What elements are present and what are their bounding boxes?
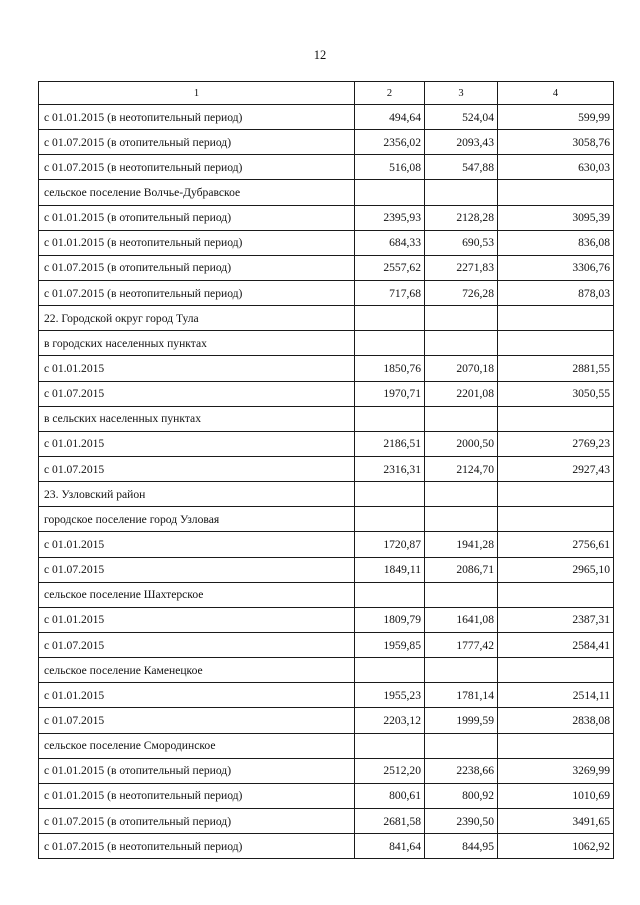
value-cell [355, 406, 425, 431]
value-cell: 2395,93 [355, 205, 425, 230]
value-cell: 2756,61 [498, 532, 614, 557]
value-cell: 2203,12 [355, 708, 425, 733]
table-row [39, 557, 614, 582]
value-cell: 2514,11 [498, 683, 614, 708]
value-cell: 2881,55 [498, 356, 614, 381]
value-cell [498, 582, 614, 607]
value-cell [498, 658, 614, 683]
table-row [39, 180, 614, 205]
value-cell [425, 507, 498, 532]
tariff-table [38, 81, 614, 859]
table-row [39, 280, 614, 305]
value-cell: 2927,43 [498, 456, 614, 481]
row-label: 23. Узловский район [39, 482, 355, 507]
column-header: 2 [355, 82, 425, 105]
row-label: в сельских населенных пунктах [39, 406, 355, 431]
table-row [39, 230, 614, 255]
row-label: с 01.07.2015 [39, 456, 355, 481]
table-row [39, 834, 614, 859]
value-cell: 878,03 [498, 280, 614, 305]
value-cell [425, 733, 498, 758]
value-cell: 1955,23 [355, 683, 425, 708]
table-row [39, 808, 614, 833]
value-cell: 1641,08 [425, 607, 498, 632]
value-cell [425, 482, 498, 507]
value-cell: 2186,51 [355, 431, 425, 456]
value-cell: 1720,87 [355, 532, 425, 557]
table-row [39, 532, 614, 557]
table-row [39, 306, 614, 331]
row-label: с 01.07.2015 (в отопительный период) [39, 255, 355, 280]
row-label: с 01.07.2015 (в отопительный период) [39, 808, 355, 833]
value-cell: 2769,23 [498, 431, 614, 456]
value-cell: 1777,42 [425, 632, 498, 657]
row-label: с 01.01.2015 (в неотопительный период) [39, 230, 355, 255]
value-cell: 717,68 [355, 280, 425, 305]
value-cell [355, 507, 425, 532]
value-cell: 2965,10 [498, 557, 614, 582]
value-cell: 1999,59 [425, 708, 498, 733]
value-cell: 494,64 [355, 105, 425, 130]
table-row [39, 356, 614, 381]
value-cell: 1970,71 [355, 381, 425, 406]
value-cell [498, 406, 614, 431]
value-cell: 1062,92 [498, 834, 614, 859]
row-label: с 01.01.2015 (в неотопительный период) [39, 105, 355, 130]
table-row [39, 632, 614, 657]
table-row [39, 130, 614, 155]
row-label: с 01.07.2015 [39, 632, 355, 657]
row-label: с 01.01.2015 [39, 431, 355, 456]
value-cell [498, 331, 614, 356]
value-cell: 2681,58 [355, 808, 425, 833]
value-cell [355, 331, 425, 356]
value-cell: 2086,71 [425, 557, 498, 582]
value-cell: 1959,85 [355, 632, 425, 657]
value-cell: 599,99 [498, 105, 614, 130]
row-label: с 01.01.2015 [39, 356, 355, 381]
value-cell: 3050,55 [498, 381, 614, 406]
row-label: с 01.01.2015 [39, 532, 355, 557]
column-header: 1 [39, 82, 355, 105]
value-cell: 1849,11 [355, 557, 425, 582]
row-label: сельское поселение Каменецкое [39, 658, 355, 683]
value-cell: 684,33 [355, 230, 425, 255]
value-cell [425, 582, 498, 607]
value-cell: 524,04 [425, 105, 498, 130]
value-cell: 2124,70 [425, 456, 498, 481]
value-cell [355, 658, 425, 683]
value-cell: 547,88 [425, 155, 498, 180]
row-label: с 01.01.2015 (в отопительный период) [39, 205, 355, 230]
value-cell: 2557,62 [355, 255, 425, 280]
value-cell: 2000,50 [425, 431, 498, 456]
value-cell: 2838,08 [498, 708, 614, 733]
value-cell: 3306,76 [498, 255, 614, 280]
value-cell: 2512,20 [355, 758, 425, 783]
value-cell [355, 306, 425, 331]
value-cell: 2387,31 [498, 607, 614, 632]
value-cell: 2316,31 [355, 456, 425, 481]
value-cell [355, 733, 425, 758]
value-cell: 1941,28 [425, 532, 498, 557]
table-row [39, 607, 614, 632]
row-label: с 01.07.2015 (в отопительный период) [39, 130, 355, 155]
table-row [39, 783, 614, 808]
value-cell: 726,28 [425, 280, 498, 305]
table-row [39, 205, 614, 230]
row-label: с 01.07.2015 (в неотопительный период) [39, 280, 355, 305]
table-row [39, 155, 614, 180]
value-cell [355, 582, 425, 607]
value-cell: 800,61 [355, 783, 425, 808]
value-cell [498, 306, 614, 331]
row-label: с 01.01.2015 [39, 607, 355, 632]
value-cell: 844,95 [425, 834, 498, 859]
table-row [39, 105, 614, 130]
value-cell [425, 406, 498, 431]
value-cell: 2093,43 [425, 130, 498, 155]
table-row [39, 758, 614, 783]
value-cell: 1010,69 [498, 783, 614, 808]
table-row [39, 431, 614, 456]
table-row [39, 658, 614, 683]
value-cell: 690,53 [425, 230, 498, 255]
table-row [39, 456, 614, 481]
column-header: 4 [498, 82, 614, 105]
value-cell [498, 733, 614, 758]
value-cell [425, 658, 498, 683]
row-label: с 01.07.2015 (в неотопительный период) [39, 834, 355, 859]
value-cell: 2271,83 [425, 255, 498, 280]
value-cell: 841,64 [355, 834, 425, 859]
page-number: 12 [313, 48, 327, 62]
value-cell: 1809,79 [355, 607, 425, 632]
row-label: 22. Городской округ город Тула [39, 306, 355, 331]
value-cell [425, 331, 498, 356]
row-label: в городских населенных пунктах [39, 331, 355, 356]
table-header-row [39, 82, 614, 105]
value-cell: 1850,76 [355, 356, 425, 381]
value-cell: 2128,28 [425, 205, 498, 230]
table-row [39, 733, 614, 758]
value-cell: 2356,02 [355, 130, 425, 155]
value-cell: 1781,14 [425, 683, 498, 708]
value-cell: 2201,08 [425, 381, 498, 406]
table-row [39, 507, 614, 532]
value-cell: 2238,66 [425, 758, 498, 783]
table-row [39, 406, 614, 431]
table-row [39, 381, 614, 406]
value-cell: 800,92 [425, 783, 498, 808]
table-row [39, 331, 614, 356]
row-label: сельское поселение Волчье-Дубравское [39, 180, 355, 205]
row-label: с 01.07.2015 [39, 708, 355, 733]
value-cell [498, 507, 614, 532]
table-row [39, 582, 614, 607]
value-cell [498, 482, 614, 507]
value-cell: 2070,18 [425, 356, 498, 381]
value-cell [355, 180, 425, 205]
column-header: 3 [425, 82, 498, 105]
value-cell: 3058,76 [498, 130, 614, 155]
row-label: с 01.07.2015 (в неотопительный период) [39, 155, 355, 180]
value-cell [425, 180, 498, 205]
table-row [39, 708, 614, 733]
value-cell [498, 180, 614, 205]
value-cell: 2584,41 [498, 632, 614, 657]
value-cell: 3269,99 [498, 758, 614, 783]
value-cell [425, 306, 498, 331]
value-cell: 836,08 [498, 230, 614, 255]
row-label: с 01.07.2015 [39, 557, 355, 582]
row-label: городское поселение город Узловая [39, 507, 355, 532]
row-label: с 01.01.2015 [39, 683, 355, 708]
row-label: сельское поселение Смородинское [39, 733, 355, 758]
value-cell: 3491,65 [498, 808, 614, 833]
row-label: с 01.01.2015 (в неотопительный период) [39, 783, 355, 808]
value-cell: 630,03 [498, 155, 614, 180]
row-label: с 01.07.2015 [39, 381, 355, 406]
table-row [39, 482, 614, 507]
value-cell: 3095,39 [498, 205, 614, 230]
row-label: с 01.01.2015 (в отопительный период) [39, 758, 355, 783]
value-cell: 516,08 [355, 155, 425, 180]
table-row [39, 683, 614, 708]
row-label: сельское поселение Шахтерское [39, 582, 355, 607]
value-cell [355, 482, 425, 507]
value-cell: 2390,50 [425, 808, 498, 833]
table-row [39, 255, 614, 280]
